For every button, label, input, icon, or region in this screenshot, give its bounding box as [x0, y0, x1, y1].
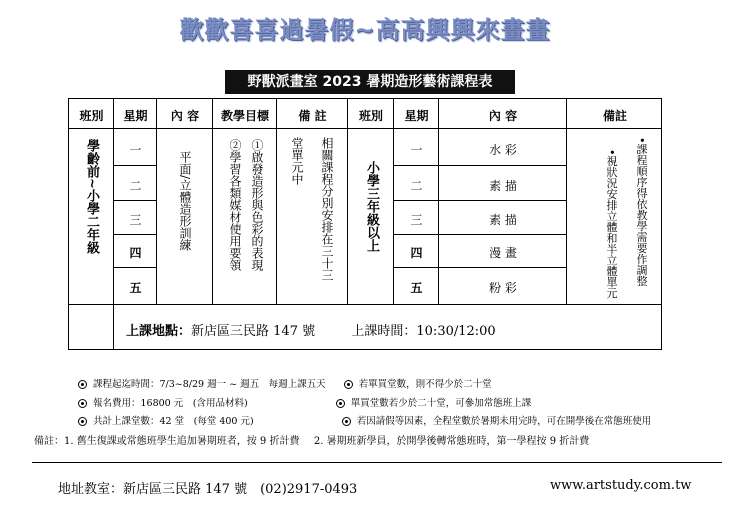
header-weekday-2: 星期	[404, 109, 429, 123]
remark-1: 1. 舊生復課或常態班學生追加暑期班者，按 9 折計費	[64, 436, 300, 447]
left-day-4: 四	[129, 246, 142, 260]
header-remark: 備 註	[298, 109, 327, 123]
time-label: 上課時間：	[351, 324, 417, 339]
bullet-icon	[78, 380, 87, 389]
header-class: 班別	[79, 109, 104, 123]
right-content-4: 漫 畫	[489, 246, 517, 260]
header-remark-2: 備註	[602, 109, 627, 123]
left-remark-1: 相關課程分別安排在三十三	[320, 137, 334, 281]
note-period: 課程起迄時間：7/3~8/29 週一 ~ 週五 每週上課五天	[93, 379, 326, 390]
location-label: 上課地點：	[126, 324, 192, 339]
note-min-sessions: 若單買堂數，則不得少於二十堂	[358, 379, 492, 390]
location-line	[126, 320, 496, 339]
divider	[32, 462, 722, 463]
right-content-1: 水 彩	[489, 143, 517, 157]
left-day-3: 三	[129, 213, 142, 227]
note-total-sessions: 共計上課堂數：42 堂 (每堂 400 元)	[93, 416, 254, 427]
remarks-row	[34, 432, 589, 447]
right-class-label: 小學三年級以上	[364, 161, 379, 252]
goal-2: ②學習各類媒材使用要領	[228, 139, 242, 271]
left-day-1: 一	[129, 143, 142, 157]
right-day-2: 二	[410, 179, 423, 193]
header-goal: 教學目標	[220, 109, 269, 123]
left-content: 平面/立體造形訓練	[178, 151, 192, 252]
schedule-title: 野獸派畫室 2023 暑期造形藝術課程表	[225, 70, 515, 94]
header-content: 內 容	[170, 109, 200, 123]
right-day-4: 四	[410, 246, 423, 260]
schedule-table	[68, 98, 662, 350]
note-fee: 報名費用：16800 元 (含用品材料)	[93, 398, 248, 409]
right-content-5: 粉 彩	[489, 281, 517, 295]
right-remark-1: •課程順序得依教學需要作調整	[635, 137, 648, 287]
header-content-2: 內 容	[488, 109, 518, 123]
bullet-icon	[342, 417, 351, 426]
note-row-3	[78, 413, 651, 427]
footer-website[interactable]: www.artstudy.com.tw	[550, 478, 692, 493]
remarks-label: 備註：	[34, 436, 64, 447]
left-day-2: 二	[129, 179, 142, 193]
note-row-1	[78, 376, 492, 390]
bullet-icon	[336, 399, 345, 408]
right-remark-2: •視狀況安排立體和半立體單元	[605, 149, 618, 299]
header-weekday: 星期	[123, 109, 148, 123]
note-leave: 若因請假等因素，全程堂數於暑期未用完時，可在開學後在常態班使用	[356, 416, 652, 427]
right-day-3: 三	[410, 213, 423, 227]
note-row-2	[78, 395, 531, 409]
remark-2: 2. 暑期班新學員，於開學後轉常態班時，第一學程按 9 折計費	[313, 436, 590, 447]
right-day-5: 五	[410, 281, 423, 295]
right-content-3: 素 描	[489, 213, 517, 227]
bullet-icon	[344, 380, 353, 389]
right-day-1: 一	[410, 143, 423, 157]
header-class-2: 班別	[358, 109, 383, 123]
right-content-2: 素 描	[489, 179, 517, 193]
goal-1: ①啟發造形與色彩的表現	[250, 139, 264, 271]
location-address: 新店區三民路 147 號	[191, 324, 316, 339]
left-remark-2: 堂單元中	[290, 137, 304, 185]
left-day-5: 五	[129, 281, 142, 295]
left-class-label: 學齡前~小學二年級	[84, 139, 99, 254]
banner-title: 歡歡喜喜過暑假~高高興興來畫畫	[179, 16, 551, 44]
bullet-icon	[78, 417, 87, 426]
time-value: 10:30/12:00	[416, 324, 496, 339]
note-regular-class: 單買堂數若少於二十堂，可參加常態班上課	[350, 398, 532, 409]
bullet-icon	[78, 399, 87, 408]
footer-address: 地址教室：新店區三民路 147 號 (02)2917-0493	[58, 482, 358, 497]
